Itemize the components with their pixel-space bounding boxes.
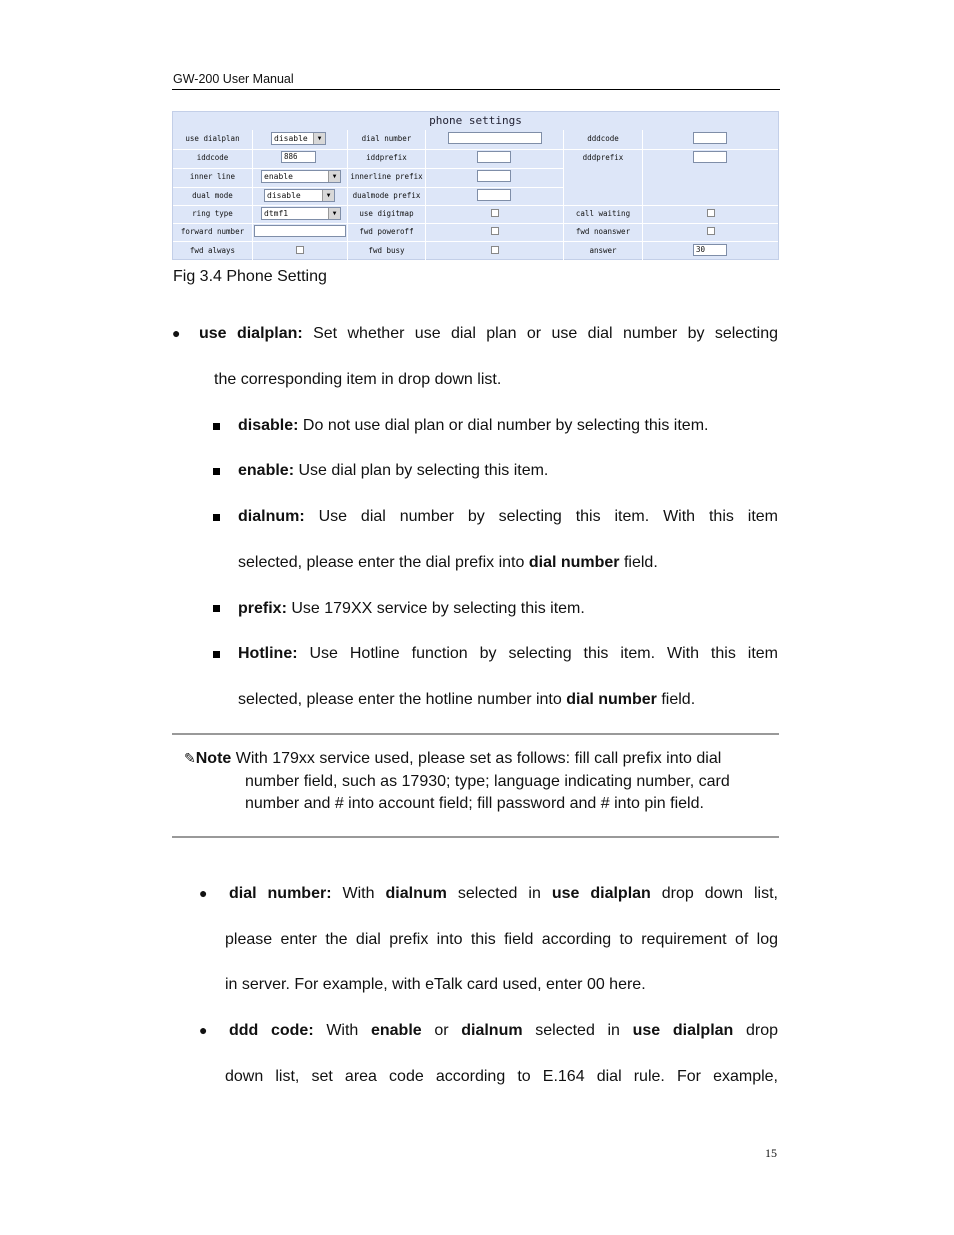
forward-number-input[interactable] bbox=[254, 225, 346, 237]
bullet-dot: ● bbox=[199, 1022, 208, 1038]
label-fwd-always: fwd always bbox=[189, 246, 236, 255]
ddd-code-line2: down list, set area code according to E.164 dial rule. For example, bbox=[225, 1068, 778, 1085]
dualmode-prefix-input[interactable] bbox=[477, 189, 511, 201]
use-dialplan-value: disable bbox=[274, 134, 308, 143]
text: selected in bbox=[446, 885, 552, 902]
sub-hotline-cont bbox=[238, 690, 695, 710]
page-number: 15 bbox=[765, 1146, 777, 1160]
fwd-busy-checkbox[interactable] bbox=[491, 246, 499, 254]
dddcode-input[interactable] bbox=[693, 132, 727, 144]
note-line2: number field, such as 17930; type; language indicating number, card bbox=[245, 772, 730, 790]
inner-line-select[interactable] bbox=[261, 170, 341, 183]
header-title: GW-200 User Manual bbox=[173, 72, 294, 86]
ring-type-select[interactable] bbox=[261, 207, 341, 220]
dual-mode-value: disable bbox=[267, 191, 301, 200]
phone-settings-panel bbox=[172, 111, 779, 260]
label-inner-line: inner line bbox=[189, 172, 236, 181]
grid-line bbox=[173, 241, 778, 242]
text-hotline: Use Hotline function by selecting this item. With this item bbox=[297, 645, 778, 662]
text-hotline-cont: selected, please enter the hotline number into bbox=[238, 691, 567, 708]
square-bullet bbox=[213, 651, 220, 658]
term-dial-number: dial number bbox=[528, 554, 620, 571]
label-dddcode: dddcode bbox=[587, 134, 619, 143]
chevron-down-icon[interactable]: ▼ bbox=[328, 208, 340, 219]
inner-line-value: enable bbox=[264, 172, 293, 181]
sub-disable bbox=[238, 416, 708, 436]
bullet-dot: ● bbox=[199, 885, 208, 901]
term-disable: disable: bbox=[238, 417, 299, 434]
label-dualmode-prefix: dualmode prefix bbox=[352, 191, 421, 200]
term-use-dialplan: use dialplan bbox=[632, 1022, 734, 1039]
square-bullet bbox=[213, 514, 220, 521]
iddprefix-input[interactable] bbox=[477, 151, 511, 163]
fwd-noanswer-checkbox[interactable] bbox=[707, 227, 715, 235]
ring-type-value: dtmf1 bbox=[264, 209, 289, 218]
term-enable: enable: bbox=[238, 462, 295, 479]
label-answer: answer bbox=[589, 246, 617, 255]
use-digitmap-checkbox[interactable] bbox=[491, 209, 499, 217]
bullet-dot: ● bbox=[172, 325, 181, 341]
grid-line bbox=[173, 149, 778, 150]
term-enable: enable bbox=[370, 1022, 422, 1039]
bullet-use-dialplan bbox=[199, 324, 778, 344]
text-dialnum-cont: selected, please enter the dial prefix into bbox=[238, 554, 529, 571]
panel-title: phone settings bbox=[429, 114, 522, 127]
sub-dialnum-cont bbox=[238, 553, 658, 573]
dial-number-input[interactable] bbox=[448, 132, 542, 144]
sub-enable bbox=[238, 461, 548, 481]
note-block bbox=[184, 747, 784, 816]
note-line3: number and # into account field; fill password and # into pin field. bbox=[245, 795, 704, 812]
grid-line bbox=[173, 168, 563, 169]
grid-line bbox=[173, 187, 563, 188]
label-fwd-busy: fwd busy bbox=[368, 246, 405, 255]
text: drop down list, bbox=[650, 885, 779, 902]
header-rule bbox=[172, 89, 780, 90]
text: or bbox=[421, 1022, 462, 1039]
chevron-down-icon[interactable]: ▼ bbox=[313, 133, 325, 144]
sub-dialnum bbox=[238, 507, 778, 527]
label-use-dialplan: use dialplan bbox=[185, 134, 240, 143]
chevron-down-icon[interactable]: ▼ bbox=[322, 190, 334, 201]
term-dialnum: dialnum: bbox=[238, 508, 305, 525]
dial-number-line2: please enter the dial prefix into this field according to requirement of log bbox=[225, 931, 778, 948]
grid-line bbox=[173, 223, 778, 224]
text-field: field. bbox=[619, 554, 658, 571]
fwd-always-checkbox[interactable] bbox=[296, 246, 304, 254]
label-call-waiting: call waiting bbox=[575, 209, 631, 218]
bullet-ddd-code bbox=[229, 1021, 778, 1041]
term-use-dialplan: use dialplan bbox=[551, 885, 651, 902]
text: With bbox=[313, 1022, 371, 1039]
square-bullet bbox=[213, 423, 220, 430]
label-fwd-noanswer: fwd noanswer bbox=[575, 227, 631, 236]
dddprefix-input[interactable] bbox=[693, 151, 727, 163]
label-use-digitmap: use digitmap bbox=[359, 209, 414, 218]
term-ddd-code: ddd code: bbox=[229, 1022, 314, 1039]
term-prefix: prefix: bbox=[238, 600, 287, 617]
grid-line bbox=[173, 205, 778, 206]
iddcode-input[interactable]: 886 bbox=[281, 151, 316, 163]
text: selected in bbox=[522, 1022, 633, 1039]
text-disable: Do not use dial plan or dial number by selecting this item. bbox=[298, 417, 709, 434]
term-dial-number-bullet: dial number: bbox=[229, 885, 332, 902]
text-dialnum: Use dial number by selecting this item. With this item bbox=[304, 508, 778, 525]
text-field: field. bbox=[656, 691, 696, 708]
text: drop bbox=[733, 1022, 778, 1039]
text-use-dialplan: Set whether use dial plan or use dial number by selecting bbox=[302, 325, 779, 342]
use-dialplan-select[interactable] bbox=[271, 132, 326, 145]
chevron-down-icon[interactable]: ▼ bbox=[328, 171, 340, 182]
note-line1: With 179xx service used, please set as follows: fill call prefix into dial bbox=[231, 750, 722, 767]
dial-number-line3: in server. For example, with eTalk card used, enter 00 here. bbox=[225, 976, 646, 993]
figure-caption: Fig 3.4 Phone Setting bbox=[173, 268, 327, 285]
note-bottom-rule bbox=[172, 836, 779, 838]
call-waiting-checkbox[interactable] bbox=[707, 209, 715, 217]
term-hotline: Hotline: bbox=[238, 645, 298, 662]
term-dialnum: dialnum bbox=[385, 885, 447, 902]
label-iddprefix: iddprefix bbox=[366, 153, 407, 162]
label-innerline-prefix: innerline prefix bbox=[350, 172, 423, 181]
term-dialnum: dialnum bbox=[461, 1022, 523, 1039]
text-prefix: Use 179XX service by selecting this item. bbox=[286, 600, 585, 617]
label-ring-type: ring type bbox=[192, 209, 233, 218]
label-iddcode: iddcode bbox=[196, 153, 229, 162]
square-bullet bbox=[213, 605, 220, 612]
text-enable: Use dial plan by selecting this item. bbox=[294, 462, 549, 479]
label-fwd-poweroff: fwd poweroff bbox=[359, 227, 414, 236]
label-dddprefix: dddprefix bbox=[582, 153, 624, 162]
label-dual-mode: dual mode bbox=[192, 191, 233, 200]
square-bullet bbox=[213, 468, 220, 475]
note-top-rule bbox=[172, 733, 779, 735]
innerline-prefix-input[interactable] bbox=[477, 170, 511, 182]
label-forward-number: forward number bbox=[180, 227, 245, 236]
dual-mode-select[interactable] bbox=[264, 189, 335, 202]
fwd-poweroff-checkbox[interactable] bbox=[491, 227, 499, 235]
bullet-dial-number bbox=[229, 884, 778, 904]
term-use-dialplan: use dialplan: bbox=[199, 325, 303, 342]
answer-input[interactable]: 30 bbox=[693, 244, 727, 256]
bullet-use-dialplan-cont: the corresponding item in drop down list. bbox=[214, 371, 502, 388]
text: With bbox=[331, 885, 386, 902]
sub-prefix bbox=[238, 599, 585, 619]
sub-hotline bbox=[238, 644, 778, 664]
note-label: Note bbox=[195, 750, 232, 767]
label-dial-number: dial number bbox=[361, 134, 412, 143]
term-dial-number: dial number bbox=[566, 691, 657, 708]
pencil-icon: ✎ bbox=[184, 750, 196, 766]
